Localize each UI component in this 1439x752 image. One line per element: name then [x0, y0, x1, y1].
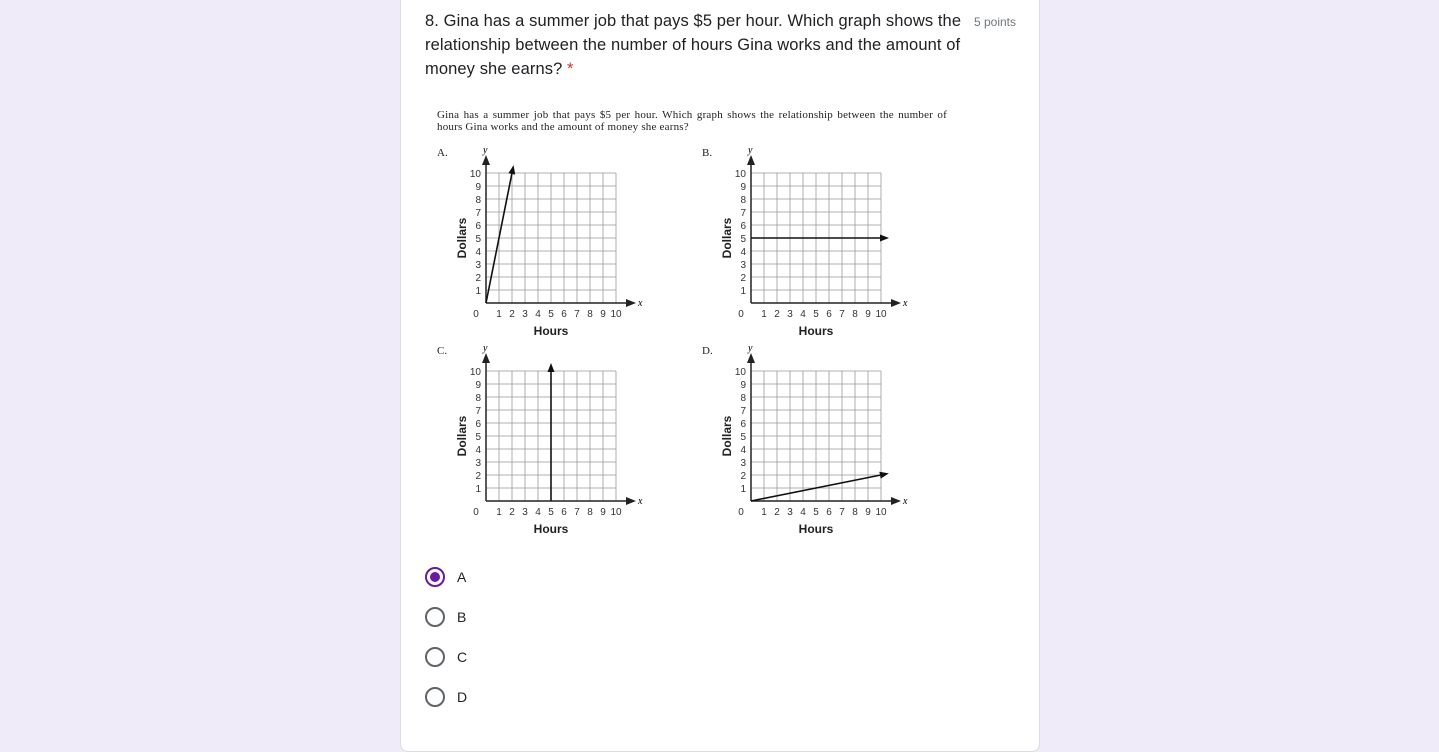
- x-tick-label: 9: [865, 309, 871, 320]
- y-tick-label: 10: [469, 367, 481, 378]
- x-axis-name: x: [638, 496, 643, 507]
- y-tick-label: 8: [740, 393, 746, 404]
- x-axis-name: x: [903, 496, 908, 507]
- x-tick-label: 5: [548, 507, 554, 518]
- option-label: B: [457, 609, 467, 625]
- y-tick-label: 8: [475, 195, 481, 206]
- option-label: C: [457, 649, 468, 665]
- x-tick-label: 6: [561, 309, 567, 320]
- x-axis-name: x: [903, 298, 908, 309]
- graph-b: [702, 143, 932, 343]
- radio-d[interactable]: [425, 687, 445, 707]
- x-tick-label: 1: [496, 309, 502, 320]
- y-axis-title: Dollars: [455, 415, 469, 457]
- x-tick-label: 6: [561, 507, 567, 518]
- x-axis-title: Hours: [533, 522, 569, 536]
- y-tick-label: 10: [469, 169, 481, 180]
- y-axis-name: y: [748, 343, 753, 354]
- question-image: [431, 103, 951, 553]
- x-tick-label: 2: [774, 309, 780, 320]
- radio-c[interactable]: [425, 647, 445, 667]
- y-axis-arrow: [482, 155, 490, 165]
- graph-d: [702, 341, 932, 541]
- x-tick-label: 8: [587, 507, 593, 518]
- y-tick-label: 4: [740, 445, 746, 456]
- y-axis-arrow: [747, 353, 755, 363]
- option-d[interactable]: [425, 687, 467, 707]
- question-title: [425, 9, 965, 81]
- y-tick-label: 5: [740, 432, 746, 443]
- y-tick-label: 6: [475, 419, 481, 430]
- y-tick-label: 1: [740, 484, 746, 495]
- y-tick-label: 3: [475, 260, 481, 271]
- origin-label: 0: [473, 309, 479, 320]
- y-tick-label: 1: [475, 484, 481, 495]
- y-axis-arrow: [482, 353, 490, 363]
- y-tick-label: 9: [475, 182, 481, 193]
- image-prompt: Gina has a summer job that pays $5 per hour. Which graph shows the relationship between the number of hours Gina works and the amount of money she earns?: [437, 109, 947, 133]
- x-tick-label: 8: [587, 309, 593, 320]
- y-tick-label: 3: [740, 458, 746, 469]
- y-tick-label: 8: [475, 393, 481, 404]
- x-tick-label: 3: [787, 507, 793, 518]
- y-axis-name: y: [483, 343, 488, 354]
- y-tick-label: 2: [475, 471, 481, 482]
- question-card: [400, 0, 1040, 752]
- y-tick-label: 7: [475, 208, 481, 219]
- y-axis-title: Dollars: [720, 415, 734, 457]
- x-tick-label: 7: [574, 309, 580, 320]
- x-tick-label: 6: [826, 507, 832, 518]
- required-asterisk: *: [567, 60, 574, 78]
- x-tick-label: 3: [787, 309, 793, 320]
- x-tick-label: 9: [865, 507, 871, 518]
- y-tick-label: 3: [740, 260, 746, 271]
- origin-label: 0: [473, 507, 479, 518]
- graph-letter: A.: [437, 147, 448, 159]
- x-tick-label: 5: [813, 309, 819, 320]
- y-tick-label: 5: [475, 234, 481, 245]
- x-tick-label: 3: [522, 507, 528, 518]
- x-tick-label: 1: [761, 309, 767, 320]
- y-tick-label: 2: [740, 273, 746, 284]
- graph-a: [437, 143, 667, 343]
- y-axis-title: Dollars: [720, 217, 734, 259]
- y-tick-label: 2: [740, 471, 746, 482]
- origin-label: 0: [738, 309, 744, 320]
- x-tick-label: 8: [852, 309, 858, 320]
- radio-b[interactable]: [425, 607, 445, 627]
- y-tick-label: 4: [475, 247, 481, 258]
- option-b[interactable]: [425, 607, 466, 627]
- x-tick-label: 9: [600, 507, 606, 518]
- question-text: 8. Gina has a summer job that pays $5 per hour. Which graph shows the relationship between the number of hours Gina works and the amount of money she earns?: [425, 12, 962, 78]
- y-tick-label: 1: [740, 286, 746, 297]
- y-tick-label: 10: [734, 169, 746, 180]
- data-line: [486, 168, 513, 303]
- x-tick-label: 2: [509, 309, 515, 320]
- x-tick-label: 3: [522, 309, 528, 320]
- option-label: A: [457, 569, 467, 585]
- y-tick-label: 3: [475, 458, 481, 469]
- x-axis-title: Hours: [798, 324, 834, 338]
- x-tick-label: 7: [574, 507, 580, 518]
- y-tick-label: 9: [475, 380, 481, 391]
- y-tick-label: 9: [740, 380, 746, 391]
- y-tick-label: 5: [740, 234, 746, 245]
- points-label: 5 points: [973, 15, 1016, 29]
- y-axis-name: y: [483, 145, 488, 156]
- y-tick-label: 7: [740, 406, 746, 417]
- graph-letter: B.: [702, 147, 713, 159]
- x-axis-title: Hours: [798, 522, 834, 536]
- y-tick-label: 7: [475, 406, 481, 417]
- x-axis-arrow: [891, 497, 901, 505]
- x-tick-label: 10: [875, 507, 887, 518]
- radio-a[interactable]: [425, 567, 445, 587]
- y-tick-label: 9: [740, 182, 746, 193]
- graph-c: [437, 341, 667, 541]
- y-tick-label: 1: [475, 286, 481, 297]
- graph-letter: C.: [437, 345, 448, 357]
- option-label: D: [457, 689, 468, 705]
- option-a[interactable]: [425, 567, 466, 587]
- data-line-arrow: [548, 363, 555, 372]
- x-tick-label: 4: [800, 507, 806, 518]
- x-axis-arrow: [891, 299, 901, 307]
- x-tick-label: 4: [800, 309, 806, 320]
- data-line: [751, 474, 886, 501]
- y-tick-label: 6: [475, 221, 481, 232]
- y-axis-name: y: [748, 145, 753, 156]
- y-tick-label: 7: [740, 208, 746, 219]
- x-axis-arrow: [626, 497, 636, 505]
- x-tick-label: 5: [548, 309, 554, 320]
- y-tick-label: 2: [475, 273, 481, 284]
- y-tick-label: 10: [734, 367, 746, 378]
- data-line-arrow: [880, 235, 889, 242]
- x-tick-label: 10: [610, 309, 622, 320]
- y-tick-label: 6: [740, 221, 746, 232]
- x-tick-label: 4: [535, 507, 541, 518]
- x-tick-label: 1: [496, 507, 502, 518]
- y-tick-label: 5: [475, 432, 481, 443]
- data-line-arrow: [879, 472, 889, 479]
- x-tick-label: 5: [813, 507, 819, 518]
- y-axis-title: Dollars: [455, 217, 469, 259]
- x-tick-label: 9: [600, 309, 606, 320]
- data-line-arrow: [508, 165, 515, 175]
- y-tick-label: 4: [475, 445, 481, 456]
- x-tick-label: 8: [852, 507, 858, 518]
- origin-label: 0: [738, 507, 744, 518]
- x-tick-label: 10: [610, 507, 622, 518]
- x-tick-label: 10: [875, 309, 887, 320]
- x-axis-name: x: [638, 298, 643, 309]
- y-tick-label: 8: [740, 195, 746, 206]
- x-tick-label: 6: [826, 309, 832, 320]
- x-axis-title: Hours: [533, 324, 569, 338]
- x-tick-label: 2: [509, 507, 515, 518]
- x-axis-arrow: [626, 299, 636, 307]
- y-tick-label: 4: [740, 247, 746, 258]
- x-tick-label: 2: [774, 507, 780, 518]
- x-tick-label: 7: [839, 309, 845, 320]
- graph-letter: D.: [702, 345, 713, 357]
- x-tick-label: 7: [839, 507, 845, 518]
- x-tick-label: 4: [535, 309, 541, 320]
- y-tick-label: 6: [740, 419, 746, 430]
- y-axis-arrow: [747, 155, 755, 165]
- x-tick-label: 1: [761, 507, 767, 518]
- option-c[interactable]: [425, 647, 467, 667]
